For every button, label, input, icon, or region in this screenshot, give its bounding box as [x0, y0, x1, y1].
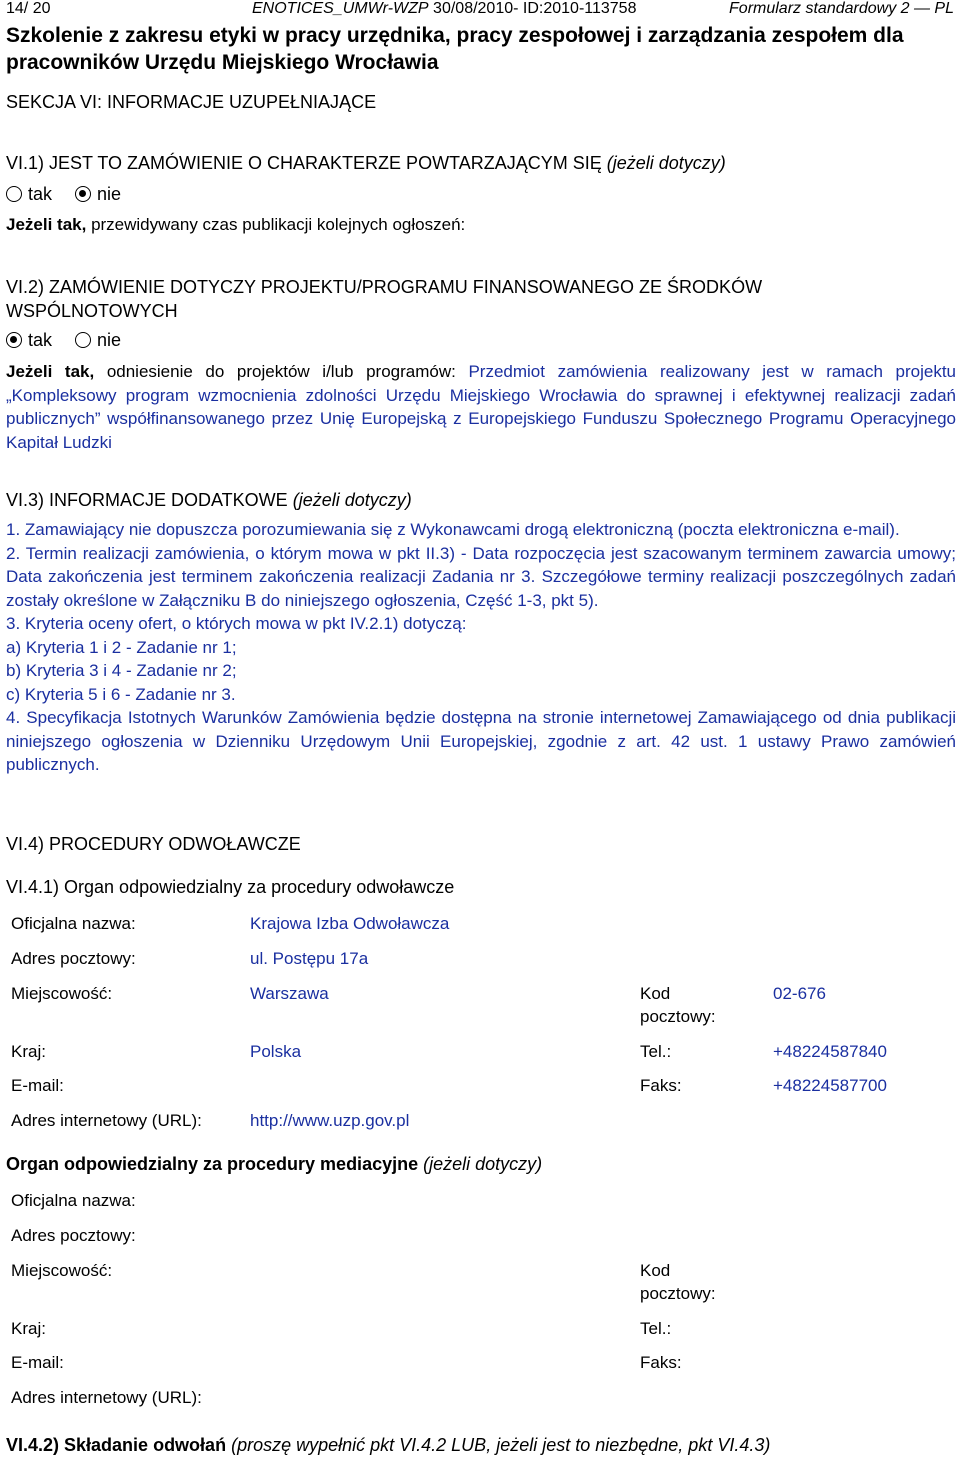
- vi3-heading: [6, 490, 412, 511]
- value-postcode: 02-676: [773, 984, 826, 1003]
- value-postal-address: ul. Postępu 17a: [250, 949, 369, 968]
- vi1-heading: [6, 153, 726, 174]
- radio-unchecked-icon[interactable]: [75, 332, 91, 348]
- document-title: Szkolenie z zakresu etyki w pracy urzędnika, pracy zespołowej i zarządzania zespołem dla pracowników Urzędu Miejskiego Wrocławia: [6, 24, 904, 74]
- vi2-followup-label: Jeżeli tak,: [6, 362, 95, 381]
- vi1-option-tak-label: tak: [28, 184, 53, 204]
- vi2-option-nie[interactable]: [75, 330, 121, 350]
- mediation-optional: (jeżeli dotyczy): [423, 1154, 543, 1174]
- vi2-option-nie-label: nie: [97, 330, 122, 350]
- notice-id-number: - ID:2010-113758: [513, 0, 637, 17]
- value-official-name: Krajowa Izba Odwoławcza: [250, 914, 450, 933]
- vi2-followup: [6, 360, 956, 454]
- vi3-optional: (jeżeli dotyczy): [292, 490, 412, 510]
- value-url[interactable]: http://www.uzp.gov.pl: [250, 1111, 410, 1130]
- label-postcode-line1: Kod: [640, 984, 671, 1003]
- vi3-title: VI.3) INFORMACJE DODATKOWE: [6, 490, 288, 510]
- mediation-title: Organ odpowiedzialny za procedury mediacyjne: [6, 1154, 419, 1174]
- mediation-label-postal-address: Adres pocztowy:: [11, 1226, 136, 1245]
- vi1-radio-group: [6, 184, 139, 205]
- mediation-label-city: Miejscowość:: [11, 1261, 113, 1280]
- vi2-radio-group: [6, 330, 139, 351]
- vi4-2-note: (proszę wypełnić pkt VI.4.2 LUB, jeżeli jest to niezbędne, pkt VI.4.3): [231, 1435, 771, 1455]
- vi1-title: VI.1) JEST TO ZAMÓWIENIE O CHARAKTERZE POWTARZAJĄCYM SIĘ: [6, 153, 602, 173]
- vi2-option-tak[interactable]: [6, 330, 52, 350]
- page-header: [6, 0, 954, 20]
- vi1-option-nie[interactable]: [75, 184, 121, 204]
- mediation-label-postcode-line2: pocztowy:: [640, 1284, 716, 1303]
- vi2-followup-value: Przedmiot zamówienia realizowany jest w ramach projektu „Kompleksowy program wzmocnienia zdolności Urzędu Miejskiego Wrocławia do sprawnej i efektywnej realizacji zadań publicznych” współfinansowanego przez Unię Europejską z Europejskiego Funduszu Społecznego Programu Operacyjnego Kapitał Ludzki: [6, 362, 957, 452]
- label-city: Miejscowość:: [11, 984, 113, 1003]
- mediation-label-country: Kraj:: [11, 1319, 46, 1338]
- mediation-label-email: E-mail:: [11, 1353, 64, 1372]
- vi2-heading: [6, 275, 956, 323]
- label-email: E-mail:: [11, 1076, 64, 1095]
- radio-checked-icon[interactable]: [6, 332, 22, 348]
- vi4-heading: VI.4) PROCEDURY ODWOŁAWCZE: [6, 834, 301, 854]
- vi4-2-title: VI.4.2) Składanie odwołań: [6, 1435, 227, 1455]
- mediation-label-url: Adres internetowy (URL):: [11, 1388, 202, 1407]
- vi1-followup-label: Jeżeli tak,: [6, 215, 87, 234]
- vi4-2-heading: [6, 1435, 770, 1456]
- page-number: 14/ 20: [6, 0, 51, 17]
- mediation-label-tel: Tel.:: [640, 1319, 672, 1338]
- mediation-contact-table: [11, 1191, 951, 1411]
- value-city: Warszawa: [250, 984, 329, 1003]
- notice-id-prefix: ENOTICES_UMWr-WZP: [252, 0, 429, 17]
- vi4-1-contact-table: [11, 914, 951, 1134]
- label-country: Kraj:: [11, 1042, 46, 1061]
- notice-id: [252, 0, 636, 18]
- mediation-label-postcode-line1: Kod: [640, 1261, 671, 1280]
- label-postcode-line2: pocztowy:: [640, 1007, 716, 1026]
- label-fax: Faks:: [640, 1076, 682, 1095]
- vi3-text: 1. Zamawiający nie dopuszcza porozumiewania się z Wykonawcami drogą elektroniczną (poczta elektroniczna e-mail). 2. Termin realizacji zamówienia, o którym mowa w pkt II.3) - Data rozpoczęcia jest szacowanym terminem zawarcia umowy; Data zakończenia jest terminem zakończenia realizacji Zadania nr 3. Szczegółowe terminy realizacji poszczególnych zadań zostały określone w Załączniku B do niniejszego ogłoszenia, Część 1-3, pkt 5). 3. Kryteria oceny ofert, o których mowa w pkt IV.2.1) dotyczą: a) Kryteria 1 i 2 - Zadanie nr 1; b) Kryteria 3 i 4 - Zadanie nr 2; c) Kryteria 5 i 6 - Zadanie nr 3. 4. Specyfikacja Istotnych Warunków Zamówienia będzie dostępna na stronie internetowej Zamawiającego od dnia publikacji niniejszego ogłoszenia w Dzienniku Urzędowym Unii Europejskiej, zgodnie z art. 42 ust. 1 ustawy Prawo zamówień publicznych.: [6, 520, 956, 774]
- value-country: Polska: [250, 1042, 302, 1061]
- mediation-heading: [6, 1154, 542, 1175]
- notice-date: 30/08/2010: [433, 0, 514, 17]
- mediation-label-official-name: Oficjalna nazwa:: [11, 1191, 136, 1210]
- value-fax: +48224587700: [773, 1076, 887, 1095]
- vi2-heading-line2: WSPÓLNOTOWYCH: [6, 301, 178, 321]
- vi1-option-tak[interactable]: [6, 184, 52, 204]
- label-official-name: Oficjalna nazwa:: [11, 914, 136, 933]
- form-type: Formularz standardowy 2 — PL: [729, 0, 954, 17]
- vi1-optional: (jeżeli dotyczy): [606, 153, 726, 173]
- section-heading: SEKCJA VI: INFORMACJE UZUPEŁNIAJĄCE: [6, 92, 377, 112]
- radio-checked-icon[interactable]: [75, 186, 91, 202]
- vi1-followup-text: przewidywany czas publikacji kolejnych ogłoszeń:: [91, 215, 466, 234]
- vi4-1-heading: VI.4.1) Organ odpowiedzialny za procedury odwoławcze: [6, 877, 455, 897]
- vi2-followup-text: odniesienie do projektów i/lub programów:: [106, 362, 456, 381]
- label-postal-address: Adres pocztowy:: [11, 949, 136, 968]
- vi2-option-tak-label: tak: [28, 330, 53, 350]
- mediation-label-fax: Faks:: [640, 1353, 682, 1372]
- label-url: Adres internetowy (URL):: [11, 1111, 202, 1130]
- vi2-heading-line1: VI.2) ZAMÓWIENIE DOTYCZY PROJEKTU/PROGRAMU FINANSOWANEGO ZE ŚRODKÓW: [6, 277, 763, 297]
- vi1-followup: [6, 215, 465, 235]
- label-tel: Tel.:: [640, 1042, 672, 1061]
- value-tel: +48224587840: [773, 1042, 887, 1061]
- radio-unchecked-icon[interactable]: [6, 186, 22, 202]
- vi1-option-nie-label: nie: [97, 184, 122, 204]
